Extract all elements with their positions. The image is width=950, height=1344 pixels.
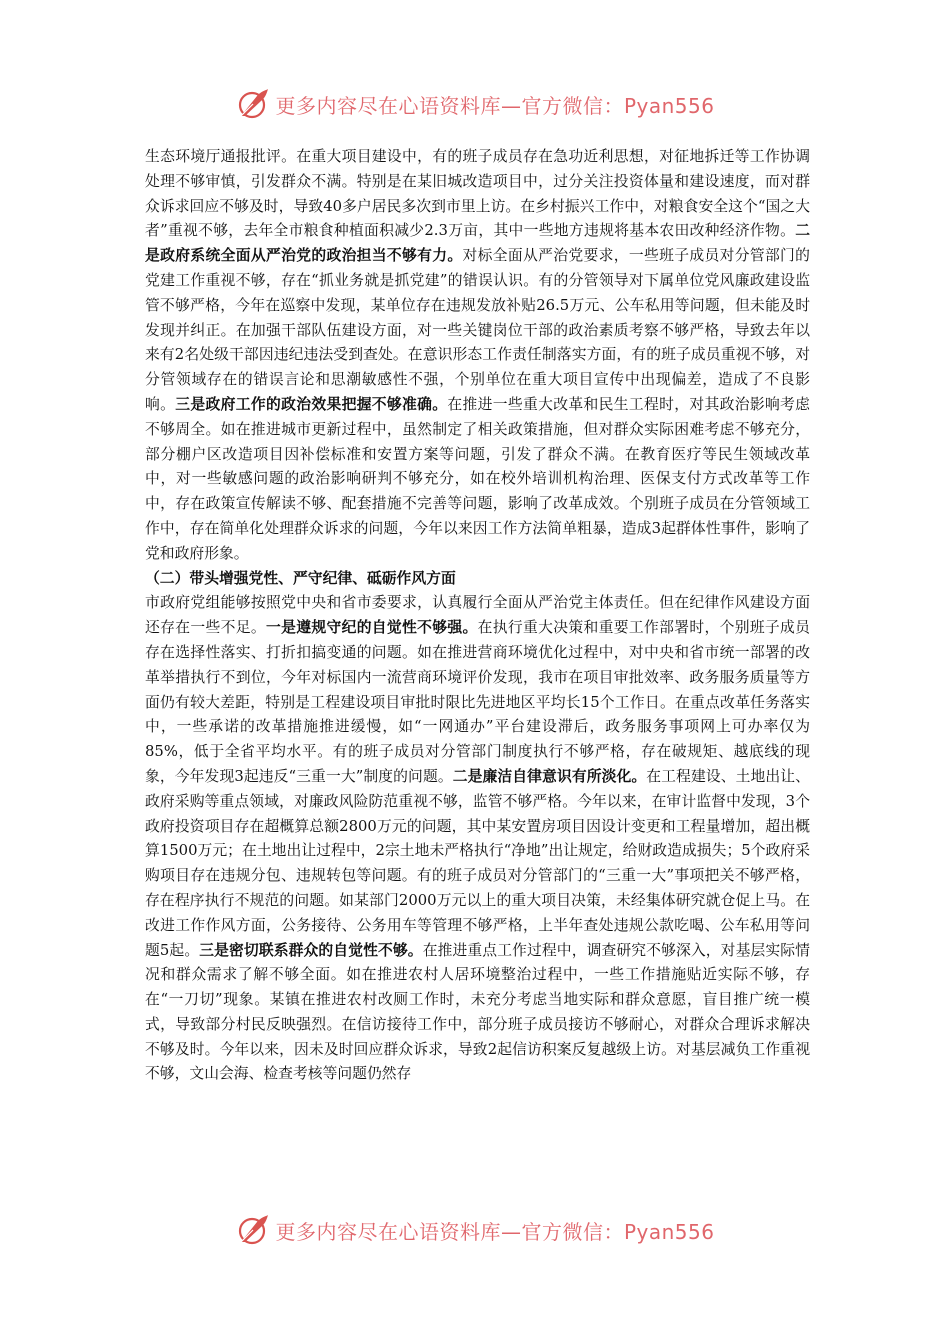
paragraph-2 (145, 591, 810, 1087)
header-banner (0, 84, 950, 124)
banner-text: 更多内容尽在心语资料库—官方微信：Pyan556 (275, 93, 715, 118)
text-run: 在推进重点工作过程中，调查研究不够深入，对基层实际情况和群众需求了解不够全面。如在推进农村人居环境整治过程中，一些工作措施贴近实际不够，存在“一刀切”现象。某镇在推进农村改厕工作时，未充分考虑当地实际和群众意愿，盲目推广统一模式，导致部分村民反映强烈。在信访接待工作中，部分班子成员接访不够耐心，对群众合理诉求解决不够及时。今年以来，因未及时回应群众诉求，导致2起信访积案反复越级上访。对基层减负工作重视不够，文山会海、检查考核等问题仍然存 (145, 941, 810, 1083)
footer-banner (0, 1210, 950, 1250)
section-heading: （二）带头增强党性、严守纪律、砥砺作风方面 (145, 569, 456, 587)
bold-point: 二是廉洁自律意识有所淡化。 (452, 767, 647, 785)
paragraph-1 (145, 145, 810, 567)
document-body (145, 145, 810, 1087)
banner-text: 更多内容尽在心语资料库—官方微信：Pyan556 (275, 1219, 715, 1244)
bold-point: 二是政府系统全面从严治党的政治担当不够有力。 (145, 222, 810, 265)
quill-pen-logo-icon (235, 86, 271, 122)
bold-point: 一是遵规守纪的自觉性不够强。 (265, 619, 478, 637)
text-run: 市政府党组能够按照党中央和省市委要求，认真履行全面从严治党主体责任。但在纪律作风建设方面还存在一些不足。 (145, 594, 810, 637)
bold-point: 三是密切联系群众的自觉性不够。 (199, 941, 423, 959)
text-run: 在推进一些重大改革和民生工程时，对其政治影响考虑不够周全。如在推进城市更新过程中，虽然制定了相关政策措施，但对群众实际困难考虑不够充分，部分棚户区改造项目因补偿标准和安置方案等问题，引发了群众不满。在教育医疗等民生领域改革中，对一些敏感问题的政治影响研判不够充分，如在校外培训机构治理、医保支付方式改革等工作中，存在政策宣传解读不够、配套措施不完善等问题，影响了改革成效。个别班子成员在分管领域工作中，存在简单化处理群众诉求的问题，今年以来因工作方法简单粗暴，造成3起群体性事件，影响了党和政府形象。 (145, 395, 810, 562)
bold-point: 三是政府工作的政治效果把握不够准确。 (175, 395, 448, 413)
text-run: 对标全面从严治党要求，一些班子成员对分管部门的党建工作重视不够，存在“抓业务就是抓党建”的错误认识。有的分管领导对下属单位党风廉政建设监管不够严格，今年在巡察中发现，某单位存在违规发放补贴26.5万元、公车私用等问题，但未能及时发现并纠正。在加强干部队伍建设方面，对一些关键岗位干部的政治素质考察不够严格，导致去年以来有2名处级干部因违纪违法受到查处。在意识形态工作责任制落实方面，有的班子成员重视不够，对分管领域存在的错误言论和思潮敏感性不强，个别单位在重大项目宣传中出现偏差，造成了不良影响。 (145, 247, 810, 413)
text-run: 生态环境厅通报批评。在重大项目建设中，有的班子成员存在急功近利思想，对征地拆迁等工作协调处理不够审慎，引发群众不满。特别是在某旧城改造项目中，过分关注投资体量和建设速度，而对群众诉求回应不够及时，导致40多户居民多次到市里上访。在乡村振兴工作中，对粮食安全这个“国之大者”重视不够，去年全市粮食种植面积减少2.3万亩，其中一些地方违规将基本农田改种经济作物。 (145, 148, 810, 240)
text-run: 在工程建设、土地出让、政府采购等重点领域，对廉政风险防范重视不够，监管不够严格。今年以来，在审计监督中发现，3个政府投资项目存在超概算总额2800万元的问题，其中某安置房项目因设计变更和工程量增加，超出概算1500万元；在土地出让过程中，2宗土地未严格执行“净地”出让规定，给财政造成损失；5个政府采购项目存在违规分包、违规转包等问题。有的班子成员对分管部门的“三重一大”事项把关不够严格，存在程序执行不规范的问题。如某部门2000万元以上的重大项目决策，未经集体研究就仓促上马。在改进工作作风方面，公务接待、公务用车等管理不够严格，上半年查处违规公款吃喝、公车私用等问题5起。 (145, 767, 810, 959)
quill-pen-logo-icon (235, 1212, 271, 1248)
text-run: 在执行重大决策和重要工作部署时，个别班子成员存在选择性落实、打折扣搞变通的问题。如在推进营商环境优化过程中，对中央和省市统一部署的改革举措执行不到位，今年对标国内一流营商环境评价发现，我市在项目审批效率、政务服务质量等方面仍有较大差距，特别是工程建设项目审批时限比先进地区平均长15个工作日。在重点改革任务落实中，一些承诺的改革措施推进缓慢，如“一网通办”平台建设滞后，政务服务事项网上可办率仅为85%，低于全省平均水平。有的班子成员对分管部门制度执行不够严格，存在破规矩、越底线的现象，今年发现3起违反“三重一大”制度的问题。 (145, 619, 810, 785)
